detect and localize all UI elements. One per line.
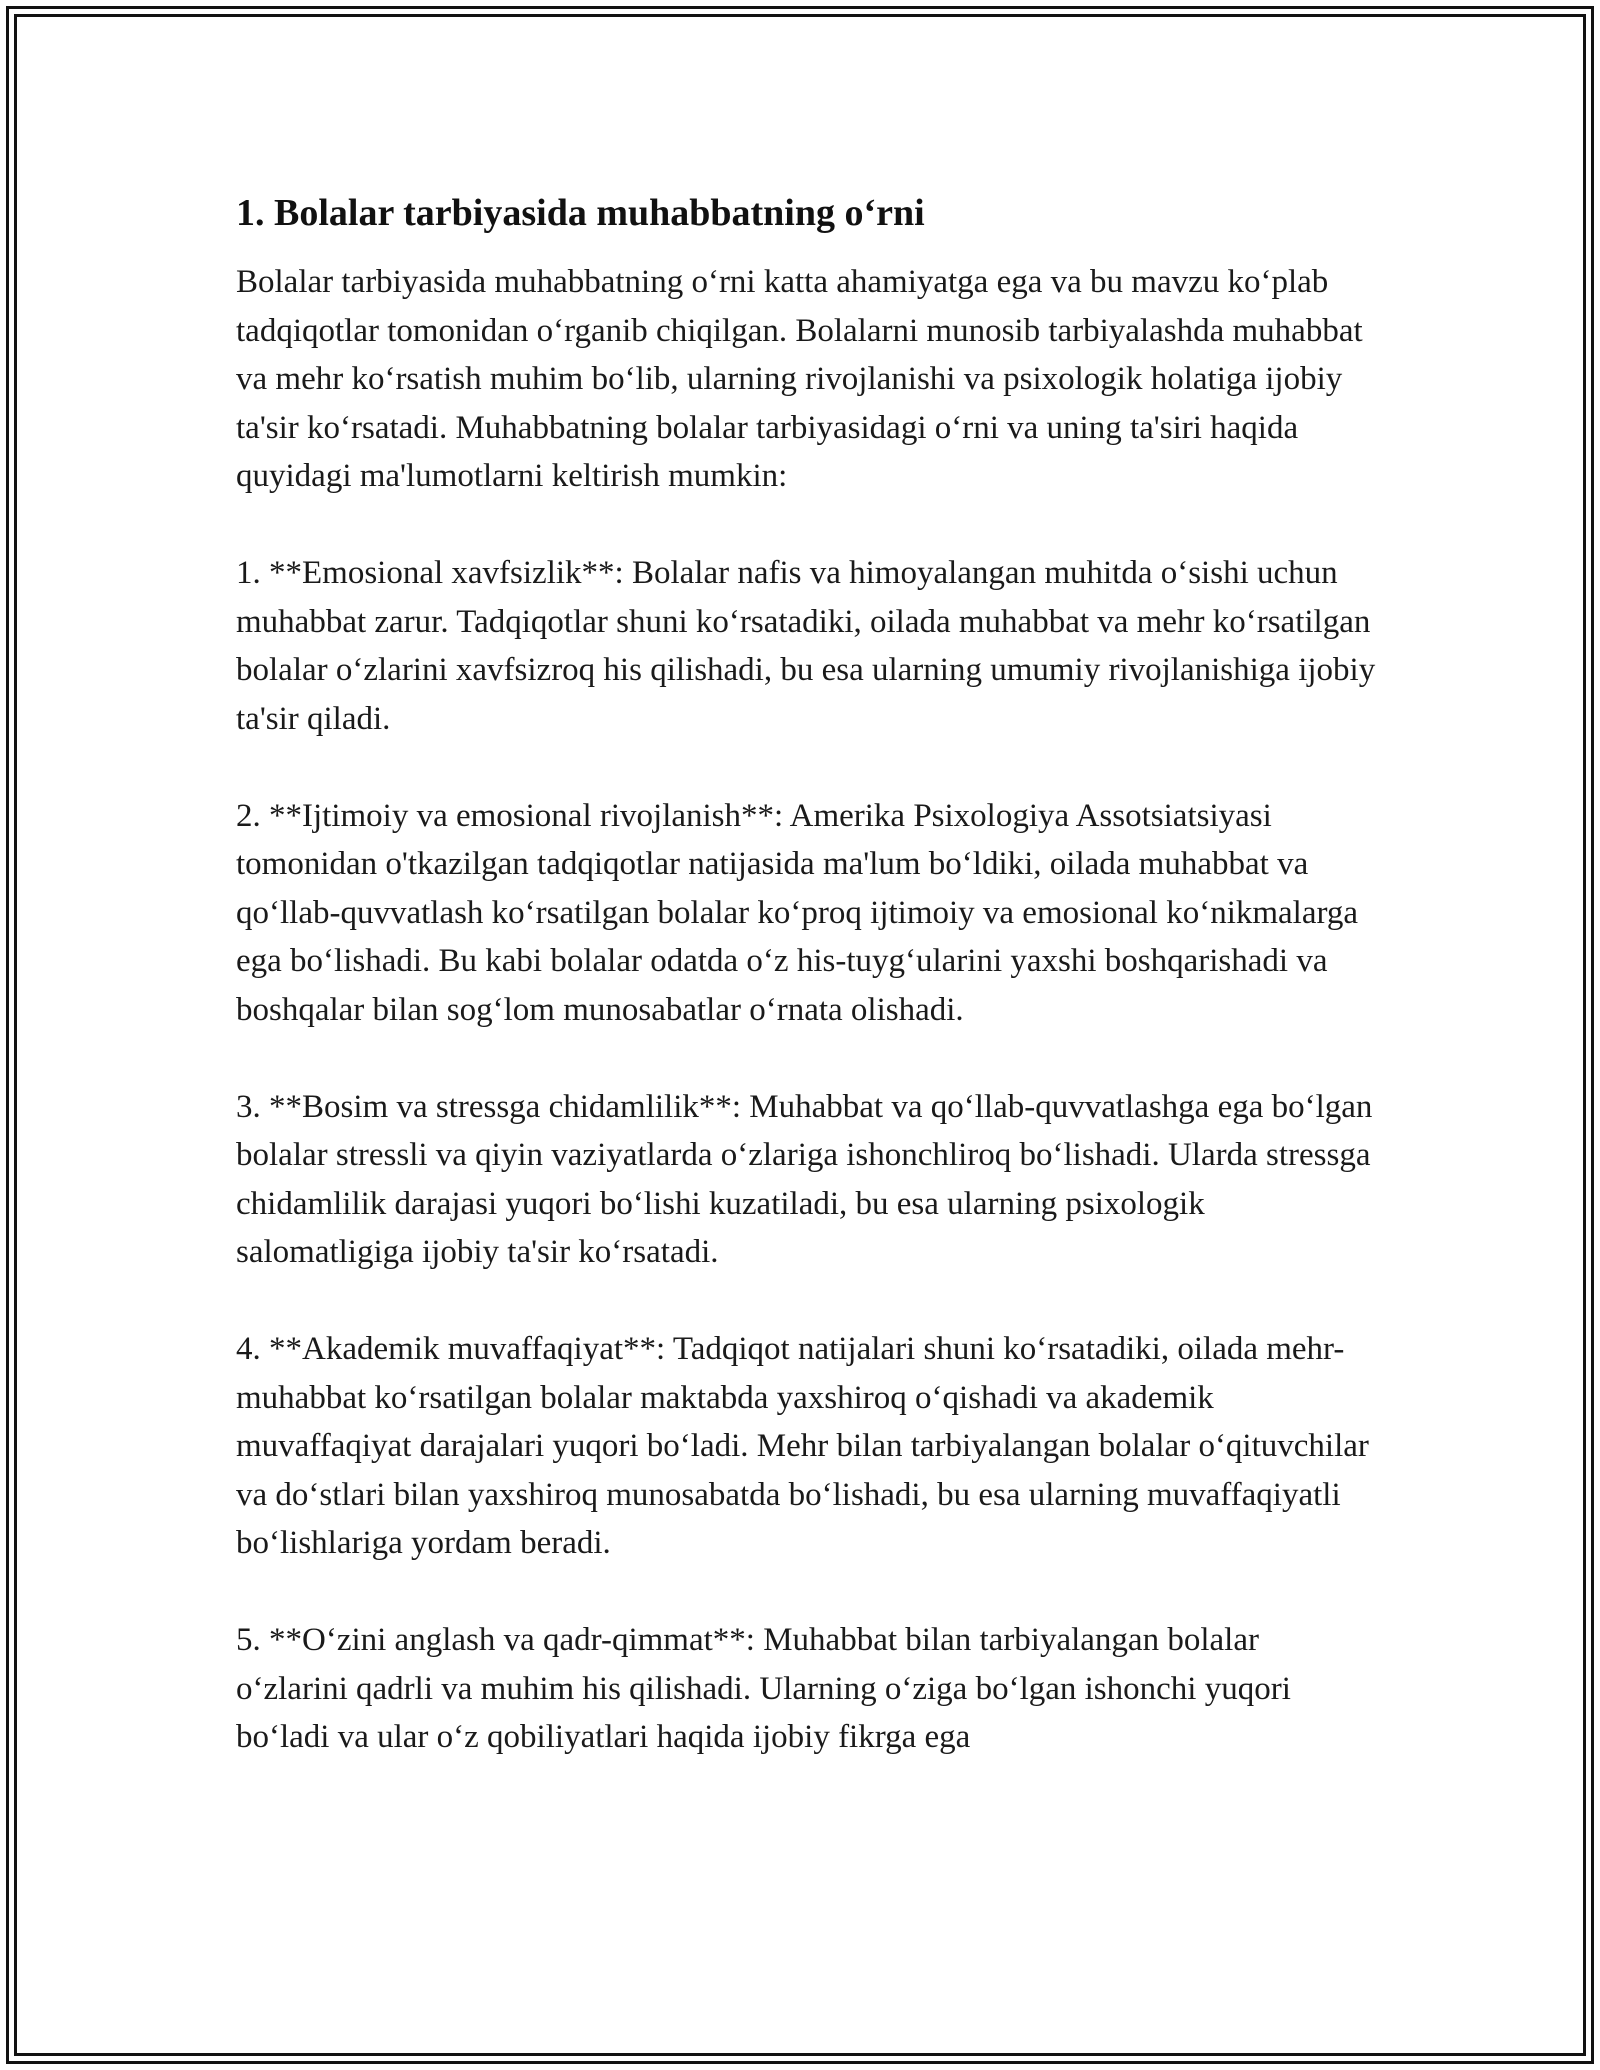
list-item-social-development: 2. **Ijtimoiy va emosional rivojlanish**: Amerika Psixologiya Assotsiatsiyasi tomonidan o'tkazilgan tadqiqotlar natijasida ma'lum bo‘ldiki, oilada muhabbat va qo‘llab-quvvatlash ko‘rsatilgan bolalar ko‘proq ijtimoiy va emosional ko‘nikmalarga ega bo‘lishadi. Bu kabi bolalar odatda o‘z his-tuyg‘ularini yaxshi boshqarishadi va boshqalar bilan sog‘lom munosabatlar o‘rnata olishadi. — [236, 797, 1359, 1028]
intro-paragraph: Bolalar tarbiyasida muhabbatning o‘rni katta ahamiyatga ega va bu mavzu ko‘plab tadqiqotlar tomonidan o‘rganib chiqilgan. Bolalarni munosib tarbiyalashda muhabbat va mehr ko‘rsatish muhim bo‘lib, ularning rivojlanishi va psixologik holatiga ijobiy ta'sir ko‘rsatadi. Muhabbatning bolalar tarbiyasidagi o‘rni va uning ta'siri haqida quyidagi ma'lumotlarni keltirish mumkin: — [236, 264, 1363, 494]
section-heading: 1. Bolalar tarbiyasida muhabbatning o‘rni — [236, 192, 925, 234]
list-item-emotional-safety: 1. **Emosional xavfsizlik**: Bolalar nafis va himoyalangan muhitda o‘sishi uchun muhabbat zarur. Tadqiqotlar shuni ko‘rsatadiki, oilada muhabbat va mehr ko‘rsatilgan bolalar o‘zlarini xavfsizroq his qilishadi, bu esa ularning umumiy rivojlanishiga ijobiy ta'sir qiladi. — [236, 555, 1376, 737]
list-item-self-worth: 5. **O‘zini anglash va qadr-qimmat**: Muhabbat bilan tarbiyalangan bolalar o‘zlarini qadrli va muhim his qilishadi. Ularning o‘ziga bo‘lgan ishonchi yuqori bo‘ladi va ular o‘z qobiliyatlari haqida ijobiy fikrga ega — [236, 1622, 1291, 1755]
list-item-stress-resilience: 3. **Bosim va stressga chidamlilik**: Muhabbat va qo‘llab-quvvatlashga ega bo‘lgan bolalar stressli va qiyin vaziyatlarda o‘zlariga ishonchliroq bo‘lishadi. Ularda stressga chidamlilik darajasi yuqori bo‘lishi kuzatiladi, bu esa ularning psixologik salomatligiga ijobiy ta'sir ko‘rsatadi. — [236, 1088, 1373, 1270]
document-body — [236, 188, 1376, 1810]
list-item-academic-success: 4. **Akademik muvaffaqiyat**: Tadqiqot natijalari shuni ko‘rsatadiki, oilada mehr-muhabbat ko‘rsatilgan bolalar maktabda yaxshiroq o‘qishadi va akademik muvaffaqiyat darajalari yuqori bo‘ladi. Mehr bilan tarbiyalangan bolalar o‘qituvchilar va do‘stlari bilan yaxshiroq munosabatda bo‘lishadi, bu esa ularning muvaffaqiyatli bo‘lishlariga yordam beradi. — [236, 1331, 1369, 1561]
